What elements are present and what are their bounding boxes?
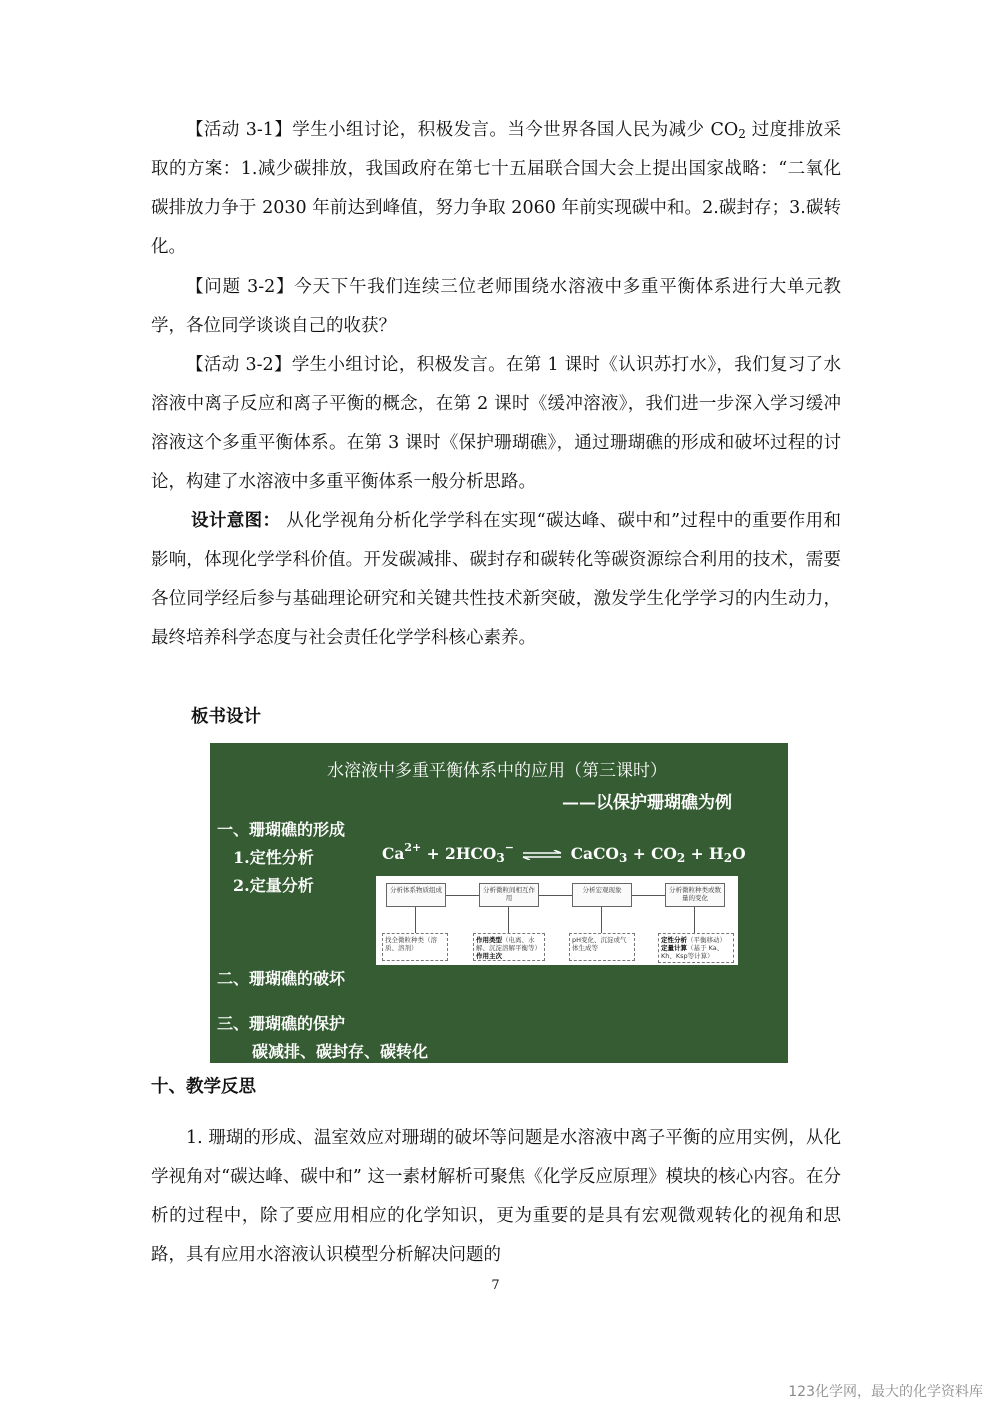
- paragraph-reflection-1: [151, 1119, 841, 1275]
- watermark: 123化学网，最大的化学资料库: [788, 1384, 983, 1400]
- flow-step-1: 分析体系物质组成: [386, 883, 446, 907]
- subscript: 2: [738, 127, 746, 141]
- paragraph-text: 1. 珊瑚的形成、温室效应对珊瑚的破坏等问题是水溶液中离子平衡的应用实例，从化学视角对“碳达峰、碳中和” 这一素材解析可聚焦《化学反应原理》模块的核心内容。在分析的过程中，除了要应用相应的化学知识，更为重要的是具有宏观微观转化的视角和思路，具有应用水溶液认识模型分析解决问题的: [151, 1128, 841, 1265]
- blackboard-image: [210, 743, 788, 1063]
- page-number: 7: [491, 1278, 500, 1293]
- flow-step-3: 分析宏观现象: [572, 883, 632, 907]
- flow-detail-1: 找全微粒种类（溶质、溶剂）: [382, 933, 448, 961]
- board-heading: 板书设计: [191, 707, 261, 727]
- flow-detail-4: 定性分析（平衡移动） 定量计算（基于 Ka、Kh、Ksp等计算）: [658, 933, 734, 963]
- flow-connector: [415, 907, 416, 933]
- flow-arrow: [632, 895, 665, 896]
- flow-arrow: [446, 895, 479, 896]
- board-section-3-text: 碳减排、碳封存、碳转化: [252, 1042, 429, 1061]
- paragraph-design-intent: [151, 502, 841, 658]
- flow-step-2: 分析微粒间相互作用: [479, 883, 539, 907]
- flow-connector: [508, 907, 509, 933]
- board-item-quantitative: 2.定量分析: [233, 876, 314, 895]
- flow-connector: [694, 907, 695, 933]
- paragraph-text: 学生小组讨论，积极发言。当今世界各国人民为减少 CO: [292, 120, 739, 140]
- board-section-1: 一、珊瑚礁的形成: [217, 820, 346, 839]
- section-title: 十、教学反思: [151, 1077, 256, 1097]
- board-equation: $Ca^{2+} + 2HCO_3^-$ CaCO$_3$ + $CO_2 + H_2O$: [382, 841, 746, 865]
- equilibrium-arrow-icon: [522, 850, 562, 860]
- paragraph-text: 从化学视角分析化学学科在实现“碳达峰、碳中和”过程中的重要作用和影响，体现化学学科价值。开发碳减排、碳封存和碳转化等碳资源综合利用的技术，需要各位同学经后参与基础理论研究和关键共性技术新突破，激发学生化学学习的内生动力，最终培养科学态度与社会责任化学学科核心素养。: [151, 511, 841, 648]
- flow-step-4: 分析微粒种类或数量的变化: [665, 883, 725, 907]
- paragraph-text: 学生小组讨论，积极发言。在第 1 课时《认识苏打水》，我们复习了水溶液中离子反应和离子平衡的概念，在第 2 课时《缓冲溶液》，我们进一步深入学习缓冲溶液这个多重平衡体系。在第 3 课时《保护珊瑚礁》，通过珊瑚礁的形成和破坏过程的讨论，构建了水溶液中多重平衡体系一般分析思路。: [151, 355, 841, 492]
- paragraph-activity-3-1: [151, 111, 841, 267]
- paragraph-activity-3-2: [151, 346, 841, 502]
- flow-detail-2: 作用类型（电离、水解、沉淀溶解平衡等）作用主次: [473, 933, 545, 961]
- flow-arrow: [539, 895, 572, 896]
- activity-label: 【活动 3-2】: [186, 355, 292, 375]
- board-item-qualitative: 1.定性分析: [233, 848, 314, 867]
- paragraph-text: 过度排放采取的方案：1.减少碳排放，我国政府在第七十五届联合国大会上提出国家战略：“二氧化碳排放力争于 2030 年前达到峰值，努力争取 2060 年前实现碳中和。2.碳封存；3.碳转化。: [151, 120, 841, 257]
- paragraph-question-3-2: [151, 268, 841, 346]
- board-section-2: 二、珊瑚礁的破坏: [217, 969, 346, 988]
- board-subtitle: ——以保护珊瑚礁为例: [562, 793, 732, 813]
- activity-label: 【活动 3-1】: [186, 120, 293, 140]
- board-section-3: 三、珊瑚礁的保护: [217, 1014, 346, 1033]
- question-label: 【问题 3-2】: [186, 277, 295, 297]
- analysis-flowchart: [376, 876, 738, 965]
- board-title: 水溶液中多重平衡体系中的应用（第三课时）: [327, 761, 667, 781]
- design-intent-label: 设计意图：: [191, 511, 281, 531]
- paragraph-text: 今天下午我们连续三位老师围绕水溶液中多重平衡体系进行大单元教学，各位同学谈谈自己的收获？: [151, 277, 841, 336]
- flow-connector: [601, 907, 602, 933]
- flow-detail-3: pH变化、沉淀或气体生成等: [569, 933, 635, 961]
